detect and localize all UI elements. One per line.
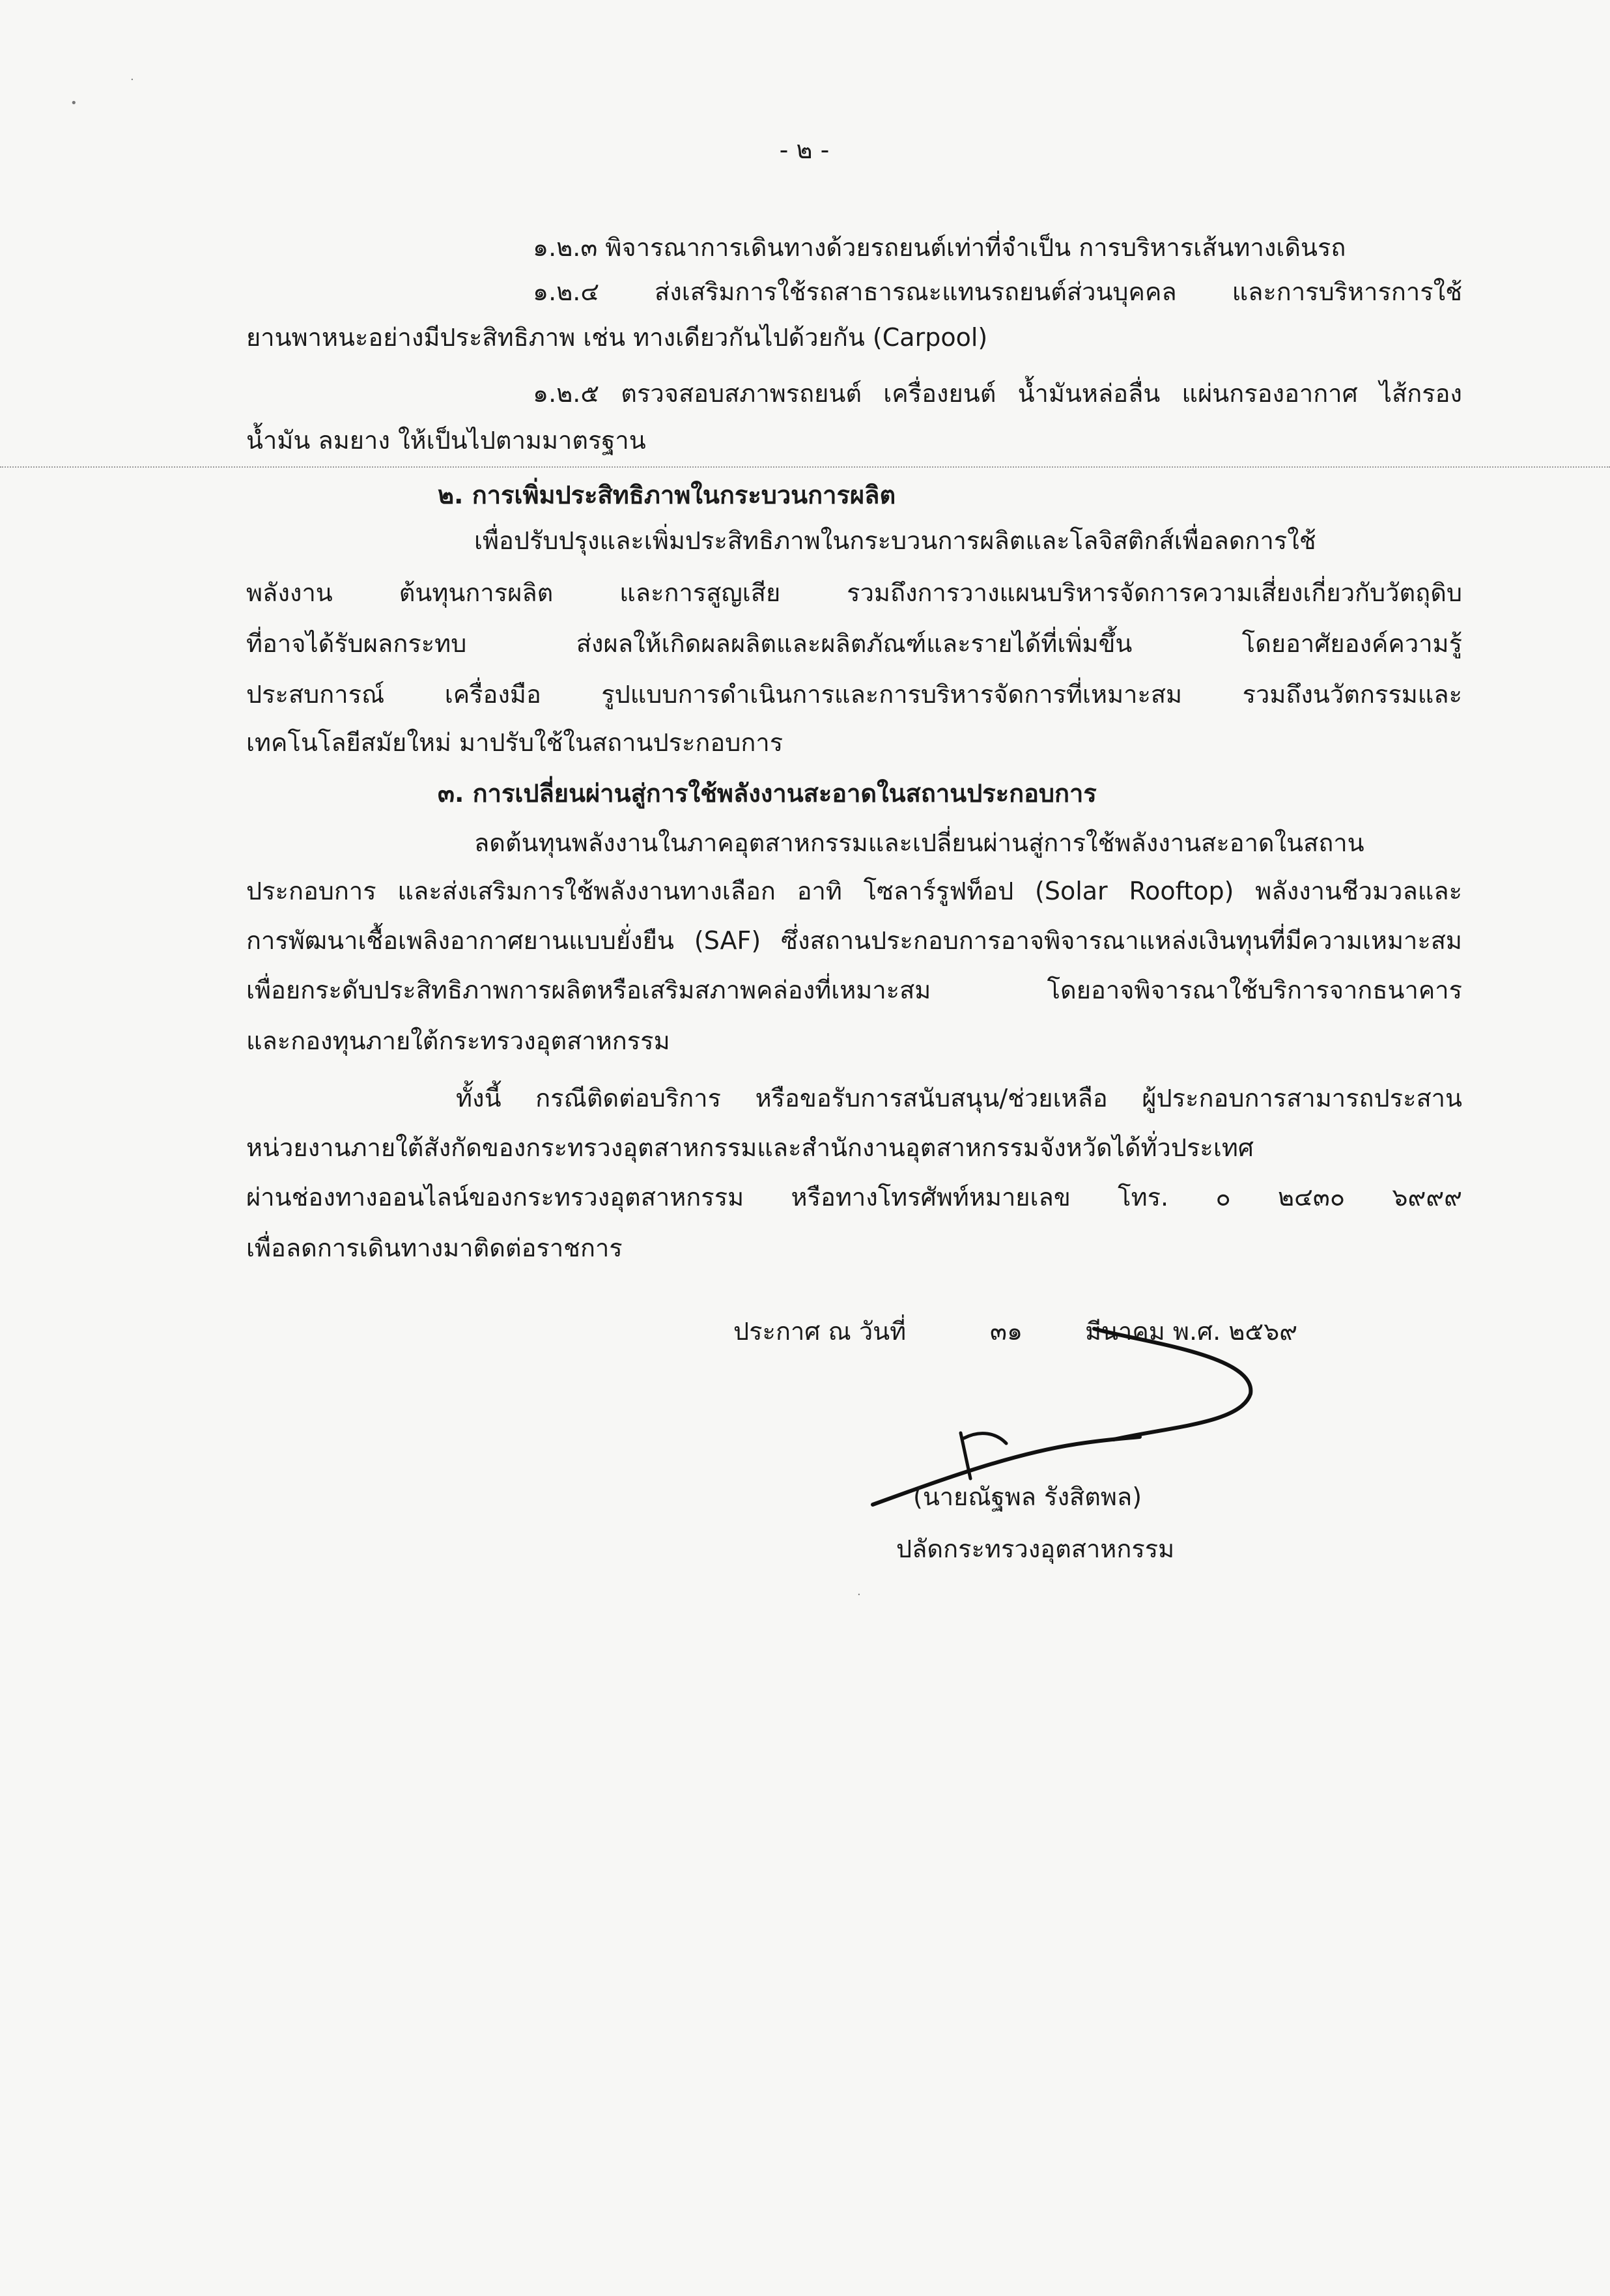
scan-speck: · [857, 1588, 861, 1602]
announcement-day: ๓๑ [990, 1317, 1023, 1346]
signatory-title: ปลัดกระทรวงอุตสาหกรรม [896, 1535, 1175, 1563]
closing-line-2: หน่วยงานภายใต้สังกัดของกระทรวงอุตสาหกรรมและสำนักงานอุตสาหกรรมจังหวัดได้ทั่วประเทศ [246, 1133, 1254, 1162]
section-2-heading: ๒. การเพิ่มประสิทธิภาพในกระบวนการผลิต [438, 481, 896, 509]
section-2-line-5: เทคโนโลยีสมัยใหม่ มาปรับใช้ในสถานประกอบการ [246, 728, 784, 757]
closing-line-1: ทั้งนี้ กรณีติดต่อบริการ หรือขอรับการสนับสนุน/ช่วยเหลือ ผู้ประกอบการสามารถประสาน [456, 1084, 1462, 1113]
scan-speck: · [130, 73, 134, 87]
signatory-name: (นายณัฐพล รังสิตพล) [913, 1482, 1142, 1511]
section-3-line-3: การพัฒนาเชื้อเพลิงอากาศยานแบบยั่งยืน (SAF) ซึ่งสถานประกอบการอาจพิจารณาแหล่งเงินทุนที่มีความเหมาะสม [246, 926, 1462, 955]
section-3-heading: ๓. การเปลี่ยนผ่านสู่การใช้พลังงานสะอาดในสถานประกอบการ [438, 779, 1097, 808]
item-1-2-5-line-2: น้ำมัน ลมยาง ให้เป็นไปตามมาตรฐาน [246, 426, 646, 455]
closing-line-4: เพื่อลดการเดินทางมาติดต่อราชการ [246, 1234, 623, 1262]
section-2-line-2: พลังงาน ต้นทุนการผลิต และการสูญเสีย รวมถึงการวางแผนบริหารจัดการความเสี่ยงเกี่ยวกับวัตถุดิบ [246, 578, 1462, 607]
section-3-line-4: เพื่อยกระดับประสิทธิภาพการผลิตหรือเสริมสภาพคล่องที่เหมาะสม โดยอาจพิจารณาใช้บริการจากธนาคาร [246, 976, 1462, 1004]
section-3-line-5: และกองทุนภายใต้กระทรวงอุตสาหกรรม [246, 1027, 670, 1055]
section-3-line-2: ประกอบการ และส่งเสริมการใช้พลังงานทางเลือก อาทิ โซลาร์รูฟท็อป (Solar Rooftop) พลังงานชีวมวลและ [246, 877, 1462, 905]
announcement-month-year: มีนาคม พ.ศ. ๒๕๖๙ [1085, 1317, 1298, 1346]
item-1-2-3: ๑.๒.๓ พิจารณาการเดินทางด้วยรถยนต์เท่าที่จำเป็น การบริหารเส้นทางเดินรถ [533, 233, 1346, 262]
item-1-2-4-line-2: ยานพาหนะอย่างมีประสิทธิภาพ เช่น ทางเดียวกันไปด้วยกัน (Carpool) [246, 323, 988, 352]
page-number: - ๒ - [779, 135, 830, 164]
scan-fold-line [0, 466, 1610, 468]
section-2-line-4: ประสบการณ์ เครื่องมือ รูปแบบการดำเนินการและการบริหารจัดการที่เหมาะสม รวมถึงนวัตกรรมและ [246, 680, 1462, 709]
section-2-line-1: เพื่อปรับปรุงและเพิ่มประสิทธิภาพในกระบวนการผลิตและโลจิสติกส์เพื่อลดการใช้ [474, 526, 1316, 555]
item-1-2-5-line-1: ๑.๒.๕ ตรวจสอบสภาพรถยนต์ เครื่องยนต์ น้ำมันหล่อลื่น แผ่นกรองอากาศ ไส้กรอง [533, 379, 1462, 408]
item-1-2-4-line-1: ๑.๒.๔ ส่งเสริมการใช้รถสาธารณะแทนรถยนต์ส่วนบุคคล และการบริหารการใช้ [533, 277, 1462, 306]
section-2-line-3: ที่อาจได้รับผลกระทบ ส่งผลให้เกิดผลผลิตและผลิตภัณฑ์และรายได้ที่เพิ่มขึ้น โดยอาศัยองค์ความรู้ [246, 629, 1462, 658]
announcement-prefix: ประกาศ ณ วันที่ [733, 1317, 907, 1346]
scan-speck: • [70, 96, 78, 110]
section-3-line-1: ลดต้นทุนพลังงานในภาคอุตสาหกรรมและเปลี่ยนผ่านสู่การใช้พลังงานสะอาดในสถาน [474, 829, 1364, 857]
closing-line-3: ผ่านช่องทางออนไลน์ของกระทรวงอุตสาหกรรม หรือทางโทรศัพท์หมายเลข โทร. ๐ ๒๔๓๐ ๖๙๙๙ [246, 1183, 1462, 1212]
